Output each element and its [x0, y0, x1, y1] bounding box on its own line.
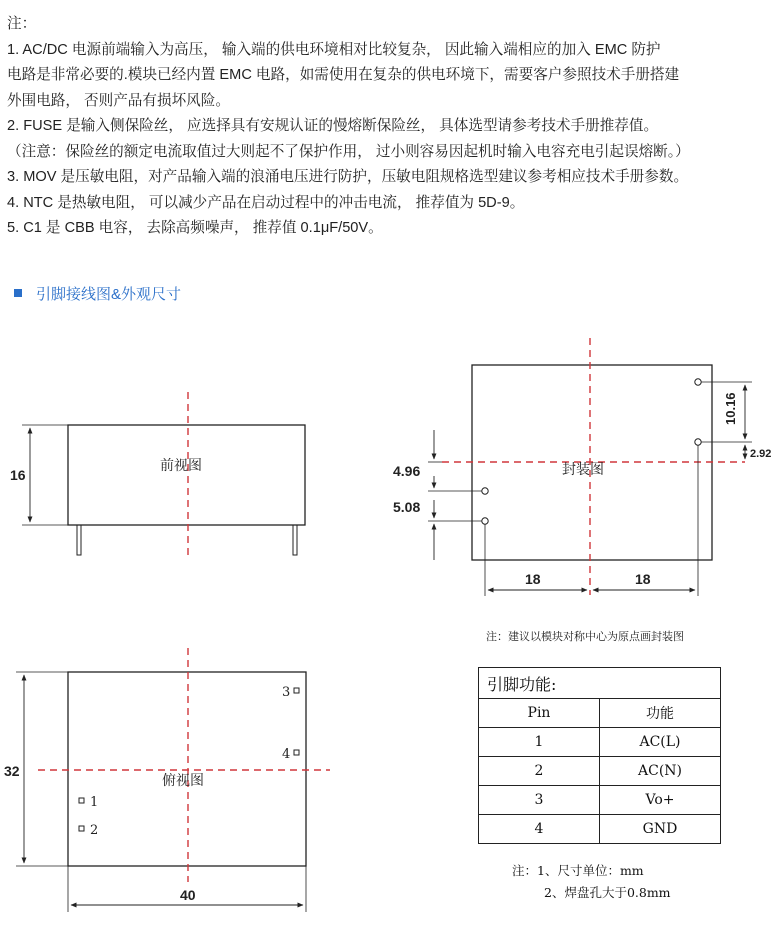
table-row	[479, 786, 721, 815]
function-cell: GND	[600, 815, 721, 844]
top-view-pin-label: 1	[90, 795, 99, 810]
table-caption: 引脚功能:	[479, 668, 721, 699]
package-dim-left-top: 4.96	[393, 463, 421, 479]
notes-heading: 注：	[7, 16, 37, 32]
top-view	[4, 648, 330, 912]
pin-function-table	[478, 667, 721, 844]
pin-cell: 3	[479, 786, 600, 815]
top-view-pin-label: 2	[90, 823, 99, 838]
package-view	[393, 338, 771, 596]
table-row	[479, 728, 721, 757]
bottom-note	[512, 860, 671, 904]
package-dim-bottom-right: 18	[635, 571, 651, 587]
top-view-pin-label: 4	[282, 747, 291, 762]
front-view-label: 前视图	[160, 458, 202, 474]
table-header-row	[479, 699, 721, 728]
section-title-text: 引脚接线图&外观尺寸	[36, 286, 182, 303]
function-cell: AC(N)	[600, 757, 721, 786]
function-cell: AC(L)	[600, 728, 721, 757]
function-cell: Vo+	[600, 786, 721, 815]
package-note: 注：建议以模块对称中心为原点画封装图	[486, 631, 684, 643]
table-row	[479, 815, 721, 844]
table-header-pin: Pin	[479, 699, 600, 728]
top-height-dim: 32	[4, 763, 20, 779]
note-line: 4. NTC 是热敏电阻， 可以减少产品在启动过程中的冲击电流， 推荐值为 5D-9。	[7, 194, 525, 211]
bottom-note-line: 注：1、尺寸单位：mm	[512, 863, 644, 878]
top-view-pin-label: 3	[282, 685, 291, 700]
package-dim-bottom-left: 18	[525, 571, 541, 587]
pin-cell: 4	[479, 815, 600, 844]
pin-cell: 2	[479, 757, 600, 786]
note-line: （注意：保险丝的额定电流取值过大则起不了保护作用， 过小则容易因起机时输入电容充电引起误熔断。）	[7, 143, 690, 160]
note-line: 3. MOV 是压敏电阻，对产品输入端的浪涌电压进行防护，压敏电阻规格选型建议参考相应技术手册参数。	[7, 169, 689, 185]
table-header-function: 功能	[600, 699, 721, 728]
package-dim-right-small: 2.92	[750, 448, 772, 460]
note-line: 2. FUSE 是输入侧保险丝， 应选择具有安规认证的慢熔断保险丝， 具体选型请参考技术手册推荐值。	[7, 118, 659, 134]
top-width-dim: 40	[180, 887, 196, 903]
table-row	[479, 757, 721, 786]
package-dim-left-bottom: 5.08	[393, 499, 421, 515]
front-height-dim: 16	[10, 467, 26, 483]
note-line: 外围电路， 否则产品有损坏风险。	[7, 92, 230, 109]
pin-cell: 1	[479, 728, 600, 757]
front-view	[10, 392, 305, 560]
package-dim-right-vertical: 10.16	[723, 392, 738, 425]
note-line: 5. C1 是 CBB 电容， 去除高频噪声， 推荐值 0.1μF/50V。	[7, 220, 383, 236]
bottom-note-line: 2、焊盘孔大于0.8mm	[544, 885, 671, 900]
note-line: 1. AC/DC 电源前端输入为高压， 输入端的供电环境相对比较复杂， 因此输入端相应的加入 EMC 防护	[7, 41, 661, 58]
package-view-label: 封装图	[562, 462, 604, 478]
table-caption-row	[479, 668, 721, 699]
top-view-label: 俯视图	[162, 773, 204, 789]
note-line: 电路是非常必要的.模块已经内置 EMC 电路，如需使用在复杂的供电环境下，需要客户参照技术手册搭建	[7, 67, 680, 83]
